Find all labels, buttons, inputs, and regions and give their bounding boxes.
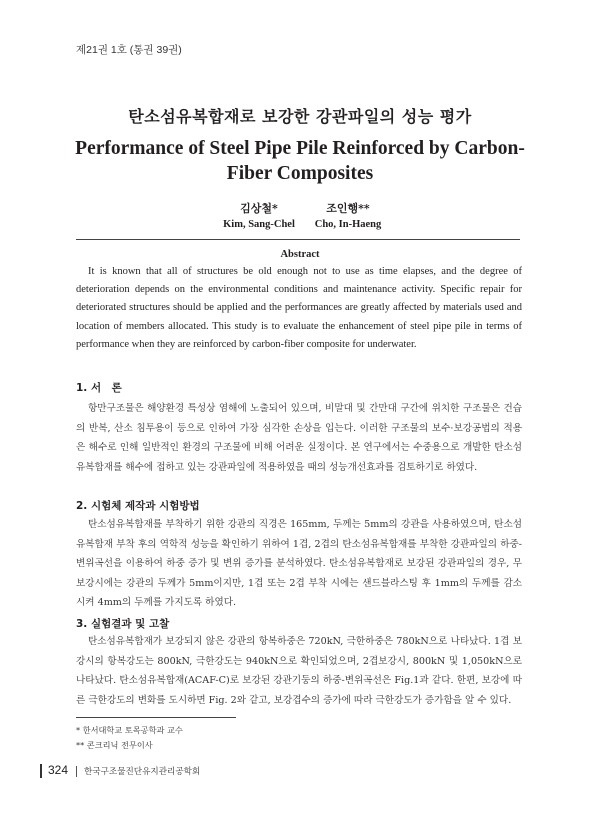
footer-separator [76, 766, 77, 777]
title-english: Performance of Steel Pipe Pile Reinforced by Carbon-Fiber Composites [75, 138, 525, 184]
author-2-name-ko: 조인행** [326, 202, 370, 215]
page-number: 324 [48, 763, 69, 777]
abstract-top-rule [76, 239, 520, 240]
section-1-heading: 1. 서 론 [76, 382, 122, 394]
section-3-heading: 3. 실험결과 및 고찰 [76, 618, 170, 630]
abstract-body: It is known that all of structures be old enough not to use as time elapses, and the degree of deterioration depends on the environmental conditions and maintenance activity. Specific repair for deteriorated structures should be applied and the performances are greatly affected by materials used and location of members allocated. This study is to evaluate the enhancement of steel pipe pile in terms of performance when they are reinforced by carbon-fiber composite for underwater. [76, 266, 522, 350]
author-1-name-ko: 김상철* [240, 202, 278, 215]
section-1-body: 항만구조물은 해양환경 특성상 염해에 노출되어 있으며, 비말대 및 간만대 구간에 위치한 구조물은 건습의 반복, 산소 침투용이 등으로 인하여 가장 심각한 손상을 입는다. 이러한 구조물의 보수·보강공법의 적용은 해수로 인해 일반적인 환경의 구조물에 비해 어려운 실정이다. 본 연구에서는 수중용으로 개발한 탄소섬유복합재를 해수에 접하고 있는 강관파일에 적용하였을 때의 성능개선효과를 검토하기로 하였다. [76, 403, 522, 473]
society-name: 한국구조물진단유지관리공학회 [84, 767, 201, 777]
journal-issue: 제21권 1호 (통권 39권) [76, 44, 182, 56]
section-2-heading: 2. 시험체 제작과 시험방법 [76, 500, 200, 512]
author-2 [278, 200, 418, 230]
section-2-body: 탄소섬유복합재를 부착하기 위한 강관의 직경은 165mm, 두께는 5mm의 강관을 사용하였으며, 탄소섬유복합재 부착 후의 역학적 성능을 확인하기 위하여 1겹, 2겹의 탄소섬유복합재를 부착한 강관파일의 하중-변위곡선을 이용하여 하중 증가 및 변위 증가를 분석하였다. 탄소섬유복합재로 보강된 강관파일의 경우, 무보강시에는 강관의 두께가 5mm이지만, 1겹 또는 2겹 부착 시에는 샌드블라스팅 후 1mm의 두께를 감소시켜 4mm의 두께를 가지도록 하였다. [76, 519, 522, 608]
author-2-name-en: Cho, In-Haeng [314, 219, 382, 230]
footnote-author-1: * 한서대학교 토목공학과 교수 [76, 725, 183, 735]
footnote-rule [76, 717, 236, 718]
title-korean: 탄소섬유복합재로 보강한 강관파일의 성능 평가 [128, 107, 472, 126]
footer-bar [40, 764, 42, 778]
section-3-body: 탄소섬유복합재가 보강되지 않은 강관의 항복하중은 720kN, 극한하중은 780kN으로 나타났다. 1겹 보강시의 항복강도는 800kN, 극한강도는 940kN으로 확인되었으며, 2겹보강시, 800kN 및 1,050kN으로 나타났다. 탄소섬유복합재(ACAF-C)로 보강된 강관기둥의 하중-변위곡선은 Fig.1과 같다. 한편, 보강에 따른 극한강도의 변화를 도시하면 Fig. 2와 같고, 보강겹수의 증가에 따라 극한강도가 증가함을 알 수 있다. [76, 636, 522, 706]
footnote-author-2: ** 콘크리닉 전무이사 [76, 740, 153, 750]
author-1-name-en: Kim, Sang-Chel [223, 219, 295, 230]
abstract-heading: Abstract [280, 249, 320, 260]
